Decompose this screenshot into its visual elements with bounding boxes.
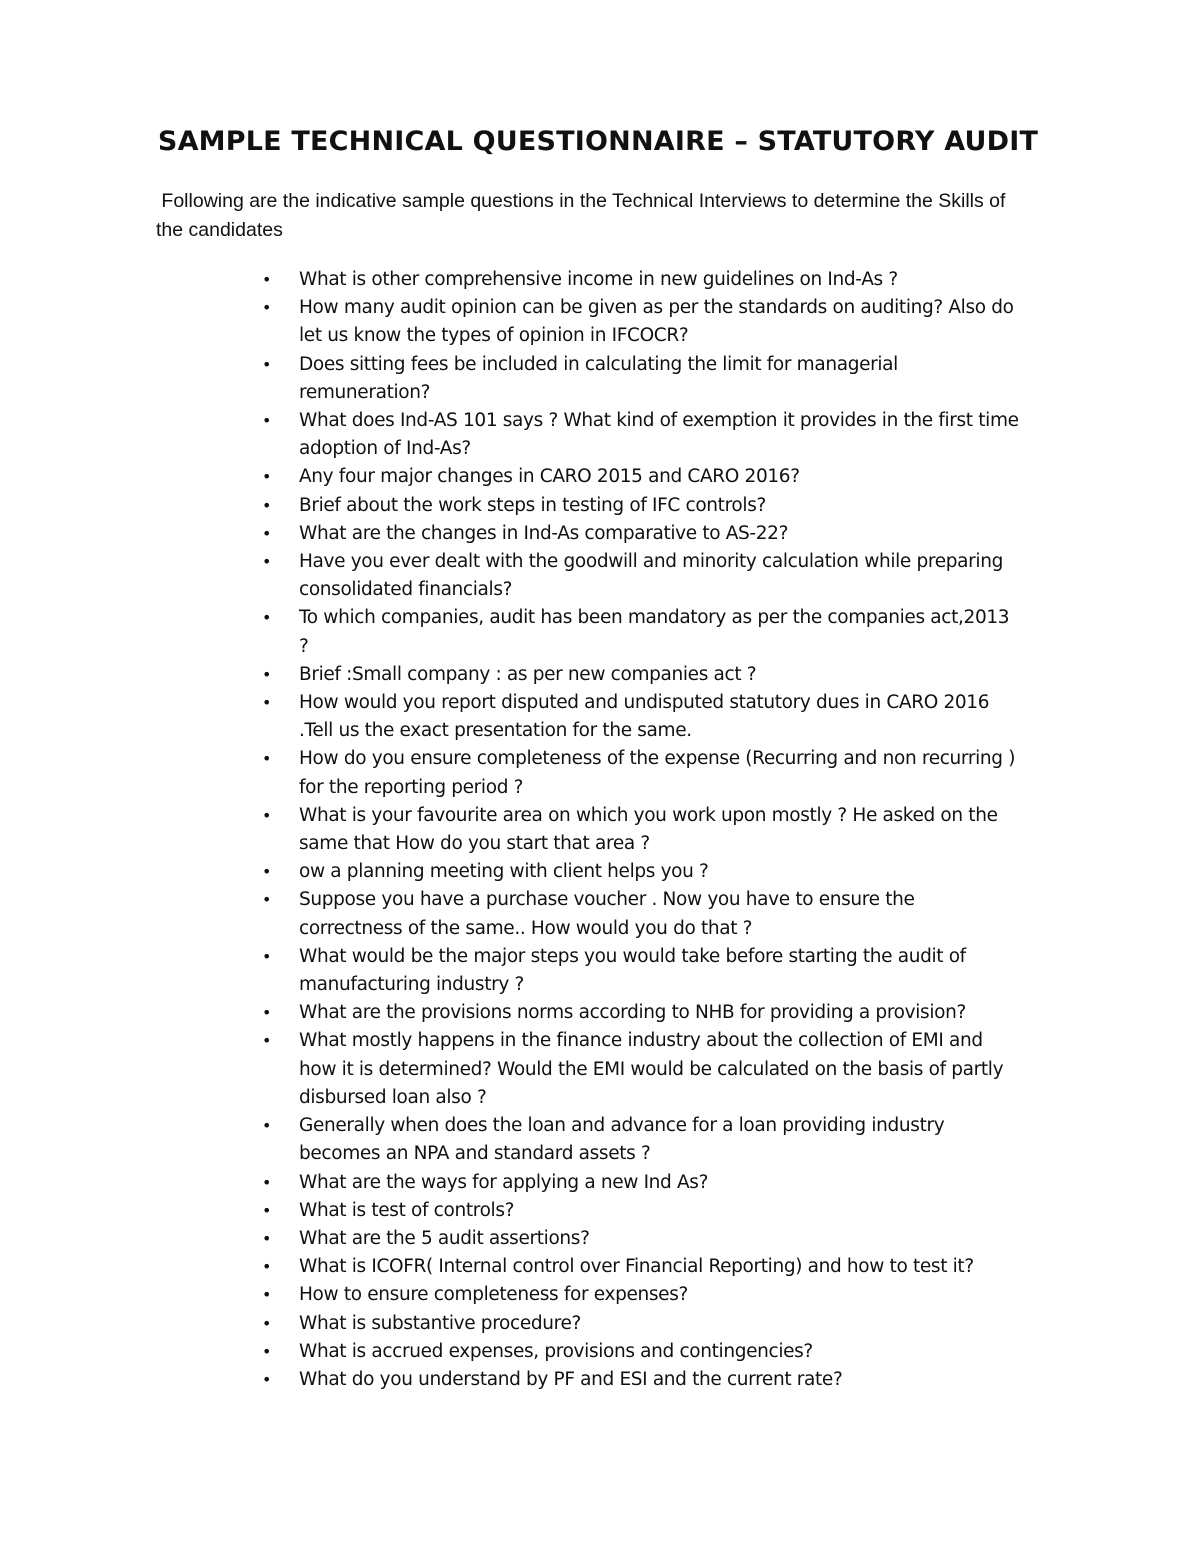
question-item bbox=[262, 1027, 1022, 1112]
bullet-icon: • bbox=[262, 1369, 272, 1389]
bullet-icon: • bbox=[262, 1116, 272, 1136]
question-item bbox=[262, 999, 1022, 1027]
question-item bbox=[262, 802, 1022, 858]
question-item bbox=[262, 858, 1022, 886]
question-item bbox=[262, 1253, 1022, 1281]
bullet-icon: • bbox=[262, 1313, 272, 1333]
question-text: What are the provisions norms according to NHB for providing a provision? bbox=[299, 1002, 966, 1024]
question-text: To which companies, audit has been mandatory as per the companies act,2013 ? bbox=[299, 607, 1010, 657]
question-item bbox=[262, 294, 1022, 350]
question-item bbox=[262, 604, 1022, 660]
question-text: What does Ind-AS 101 says ? What kind of exemption it provides in the first time adoption of Ind-As? bbox=[299, 410, 1019, 460]
question-item bbox=[262, 351, 1022, 407]
question-text: Does sitting fees be included in calculating the limit for managerial remuneration? bbox=[299, 353, 898, 403]
question-item bbox=[262, 745, 1022, 801]
bullet-icon: • bbox=[262, 1031, 272, 1051]
question-text: How to ensure completeness for expenses? bbox=[299, 1284, 688, 1306]
bullet-icon: • bbox=[262, 552, 272, 572]
question-text: What is your favourite area on which you work upon mostly ? He asked on the same that How do you start that area ? bbox=[299, 804, 998, 855]
bullet-icon: • bbox=[262, 946, 272, 966]
question-item bbox=[262, 1225, 1022, 1253]
question-text: How do you ensure completeness of the expense (Recurring and non recurring ) for the reporting period ? bbox=[299, 748, 1016, 798]
question-text: What are the 5 audit assertions? bbox=[299, 1227, 590, 1249]
question-item bbox=[262, 1310, 1022, 1338]
bullet-icon: • bbox=[262, 1003, 272, 1023]
bullet-icon: • bbox=[262, 467, 272, 487]
bullet-icon: • bbox=[262, 1200, 272, 1220]
question-text: What do you understand by PF and ESI and the current rate? bbox=[299, 1368, 843, 1390]
bullet-icon: • bbox=[262, 1228, 272, 1248]
bullet-icon: • bbox=[262, 495, 272, 515]
question-item bbox=[262, 943, 1022, 999]
bullet-icon: • bbox=[262, 1172, 272, 1192]
bullet-icon: • bbox=[262, 298, 272, 318]
bullet-icon: • bbox=[262, 1257, 272, 1277]
question-item bbox=[262, 661, 1022, 689]
question-text: What is other comprehensive income in new guidelines on Ind-As ? bbox=[299, 269, 898, 290]
question-item bbox=[262, 1169, 1022, 1197]
question-text: What is ICOFR( Internal control over Financial Reporting) and how to test it? bbox=[299, 1256, 974, 1278]
question-item bbox=[262, 1112, 1022, 1168]
question-text: How would you report disputed and undisputed statutory dues in CARO 2016 .Tell us the exact presentation for the same. bbox=[299, 692, 990, 742]
bullet-icon: • bbox=[262, 1285, 272, 1305]
question-item bbox=[262, 689, 1022, 745]
bullet-icon: • bbox=[262, 354, 272, 374]
question-item bbox=[262, 407, 1022, 463]
questions-list bbox=[262, 266, 1022, 1394]
question-item bbox=[262, 492, 1022, 520]
question-item bbox=[262, 1281, 1022, 1309]
question-item bbox=[262, 1338, 1022, 1366]
question-item bbox=[262, 886, 1022, 942]
bullet-icon: • bbox=[262, 664, 272, 684]
bullet-icon: • bbox=[262, 523, 272, 543]
question-text: What is test of controls? bbox=[299, 1199, 515, 1221]
question-text: Brief :Small company : as per new companies act ? bbox=[299, 663, 757, 685]
question-text: Any four major changes in CARO 2015 and CARO 2016? bbox=[299, 466, 800, 488]
question-text: What is substantive procedure? bbox=[299, 1312, 581, 1334]
question-text: What are the ways for applying a new Ind As? bbox=[299, 1171, 709, 1193]
bullet-icon: • bbox=[262, 749, 272, 769]
question-item bbox=[262, 1197, 1022, 1225]
bullet-icon: • bbox=[262, 608, 272, 628]
question-item bbox=[262, 463, 1022, 491]
bullet-icon: • bbox=[262, 270, 272, 289]
bullet-icon: • bbox=[262, 805, 272, 825]
question-item bbox=[262, 548, 1022, 604]
bullet-icon: • bbox=[262, 1341, 272, 1361]
question-item bbox=[262, 1366, 1022, 1394]
question-text: How many audit opinion can be given as per the standards on auditing? Also do let us know the types of opinion in IFCOCR? bbox=[299, 297, 1014, 347]
bullet-icon: • bbox=[262, 890, 272, 910]
question-text: Brief about the work steps in testing of IFC controls? bbox=[299, 494, 766, 516]
question-text: ow a planning meeting with client helps you ? bbox=[299, 861, 709, 883]
document-title: SAMPLE TECHNICAL QUESTIONNAIRE – STATUTORY AUDIT bbox=[157, 126, 1039, 157]
bullet-icon: • bbox=[262, 693, 272, 713]
bullet-icon: • bbox=[262, 862, 272, 882]
question-text: Suppose you have a purchase voucher . Now you have to ensure the correctness of the same.. How would you do that ? bbox=[299, 889, 915, 939]
question-text: Generally when does the loan and advance for a loan providing industry becomes an NPA and standard assets ? bbox=[299, 1115, 945, 1165]
intro-paragraph: Following are the indicative sample questions in the Technical Interviews to determine the Skills of the candidates bbox=[156, 190, 1011, 241]
bullet-icon: • bbox=[262, 411, 272, 431]
question-text: Have you ever dealt with the goodwill and minority calculation while preparing consolidated financials? bbox=[299, 551, 1003, 601]
question-item bbox=[262, 266, 1022, 294]
question-item bbox=[262, 520, 1022, 548]
question-text: What would be the major steps you would take before starting the audit of manufacturing industry ? bbox=[299, 945, 966, 996]
question-text: What are the changes in Ind-As comparative to AS-22? bbox=[299, 522, 789, 544]
question-text: What mostly happens in the finance industry about the collection of EMI and how it is determined? Would the EMI would be calculated on the basis of partly disbursed loan also ? bbox=[299, 1030, 1004, 1108]
question-text: What is accrued expenses, provisions and contingencies? bbox=[299, 1340, 813, 1362]
